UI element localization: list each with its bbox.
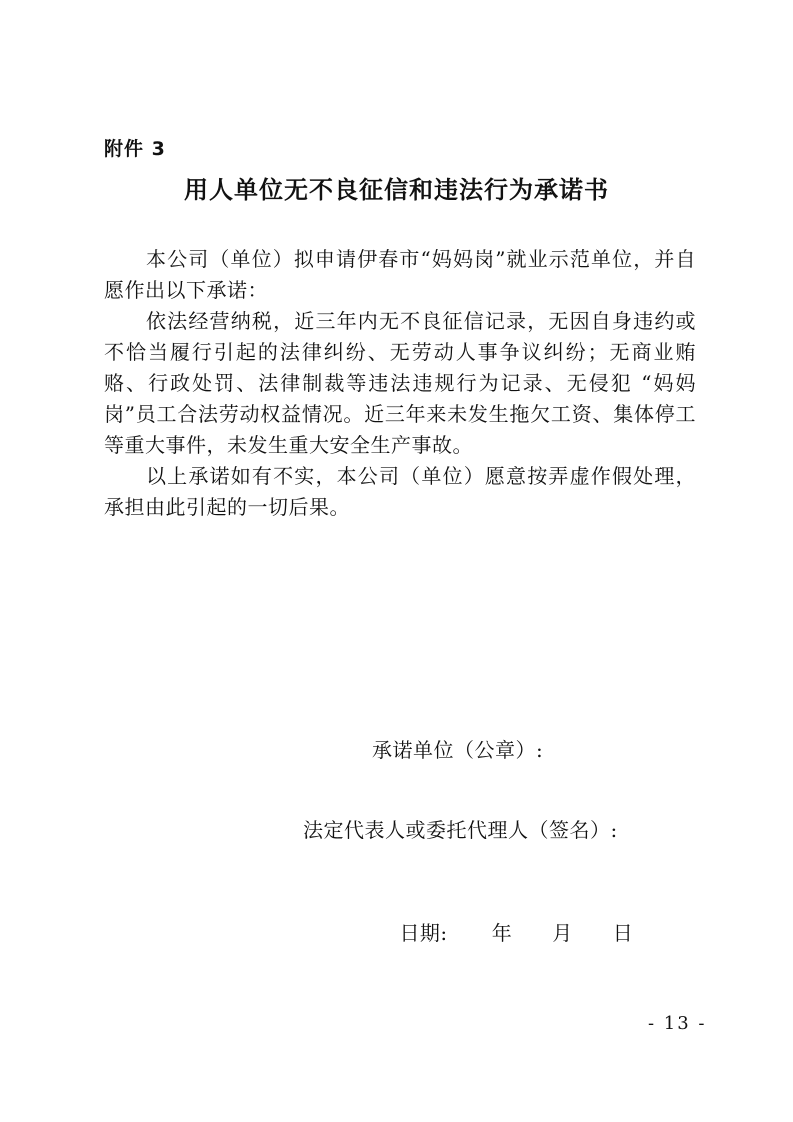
paragraph-commitments: 依法经营纳税，近三年内无不良征信记录，无因自身违约或不恰当履行引起的法律纠纷、无劳动人事争议纠纷；无商业贿赂、行政处罚、法律制裁等违法违规行为记录、无侵犯 “妈妈岗”员工合法劳动权益情况。近三年来未发生拖欠工资、集体停工等重大事件，未发生重大安全生产事故。 (104, 309, 696, 457)
document-title: 用人单位无不良征信和违法行为承诺书 (184, 176, 609, 204)
year-label: 年 (491, 921, 513, 945)
signature-representative-label: 法定代表人或委托代理人（签名）: (303, 818, 618, 842)
commitment-body (104, 244, 696, 523)
paragraph-consequences: 以上承诺如有不实，本公司（单位）愿意按弄虚作假处理，承担由此引起的一切后果。 (104, 464, 696, 519)
day-label: 日 (612, 921, 634, 945)
month-label: 月 (552, 921, 573, 945)
signature-date-line (372, 893, 633, 970)
paragraph-intro: 本公司（单位）拟申请伊春市“妈妈岗”就业示范单位，并自愿作出以下承诺： (104, 247, 696, 302)
attachment-label: 附件 3 (104, 138, 166, 160)
date-label: 日期: (399, 921, 448, 945)
signature-unit-label: 承诺单位（公章）: (372, 738, 544, 762)
page-number: - 13 - (648, 1013, 707, 1034)
